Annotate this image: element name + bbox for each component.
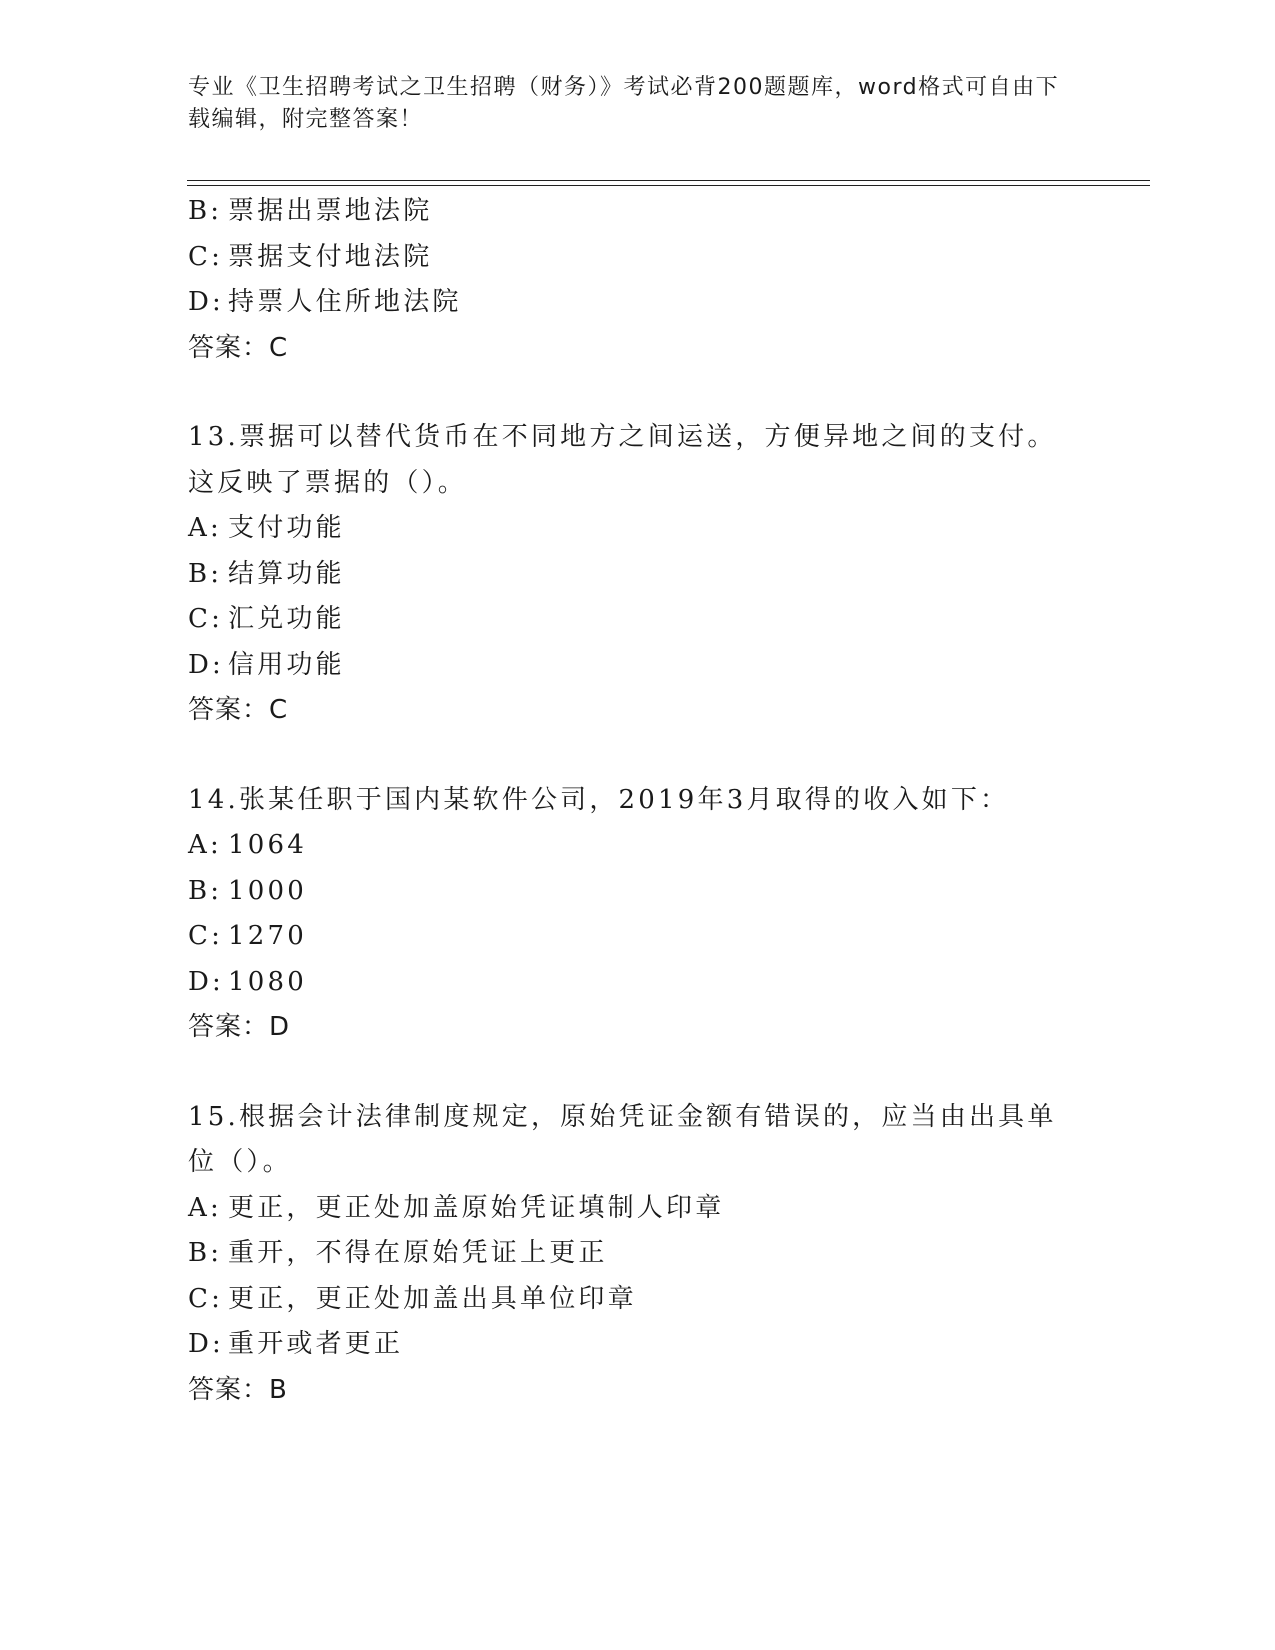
- question-13: [188, 415, 1078, 734]
- option-a: A: 更正，更正处加盖原始凭证填制人印章: [188, 1192, 725, 1223]
- header-divider-bottom: [187, 185, 1150, 186]
- option-a: A: 支付功能: [188, 513, 345, 543]
- option-c: C: 更正，更正处加盖出具单位印章: [188, 1283, 637, 1314]
- header-divider-top: [187, 180, 1150, 181]
- continued-question-block: [188, 189, 1078, 371]
- question-stem: 14.张某任职于国内某软件公司，2019年3月取得的收入如下：: [188, 784, 1010, 815]
- option-b: B: 重开，不得在原始凭证上更正: [188, 1238, 608, 1268]
- question-list: [188, 189, 1078, 1413]
- answer-line: 答案：B: [188, 1374, 288, 1405]
- option-b: B: 结算功能: [188, 558, 345, 589]
- option-b: B: 1000: [188, 875, 307, 906]
- option-d: D: 持票人住所地法院: [188, 287, 462, 317]
- option-c: C: 票据支付地法院: [188, 241, 433, 272]
- answer-line: 答案：C: [188, 695, 289, 725]
- option-d: D: 重开或者更正: [188, 1329, 404, 1359]
- answer-line: 答案：C: [188, 332, 289, 363]
- question-stem: 13.票据可以替代货币在不同地方之间运送，方便异地之间的支付。这反映了票据的（）。: [188, 422, 1057, 498]
- question-stem: 15.根据会计法律制度规定，原始凭证金额有错误的，应当由出具单位（）。: [188, 1101, 1057, 1177]
- answer-line: 答案：D: [188, 1012, 291, 1042]
- option-c: C: 1270: [188, 921, 307, 951]
- option-b: B: 票据出票地法院: [188, 196, 433, 226]
- document-header: 专业《卫生招聘考试之卫生招聘（财务）》考试必背200题题库，word格式可自由下载编辑，附完整答案！: [188, 75, 1060, 132]
- option-a: A: 1064: [188, 830, 307, 860]
- question-15: [188, 1095, 1078, 1414]
- question-14: [188, 778, 1078, 1051]
- option-d: D: 信用功能: [188, 649, 345, 680]
- option-d: D: 1080: [188, 966, 307, 997]
- option-c: C: 汇兑功能: [188, 604, 345, 634]
